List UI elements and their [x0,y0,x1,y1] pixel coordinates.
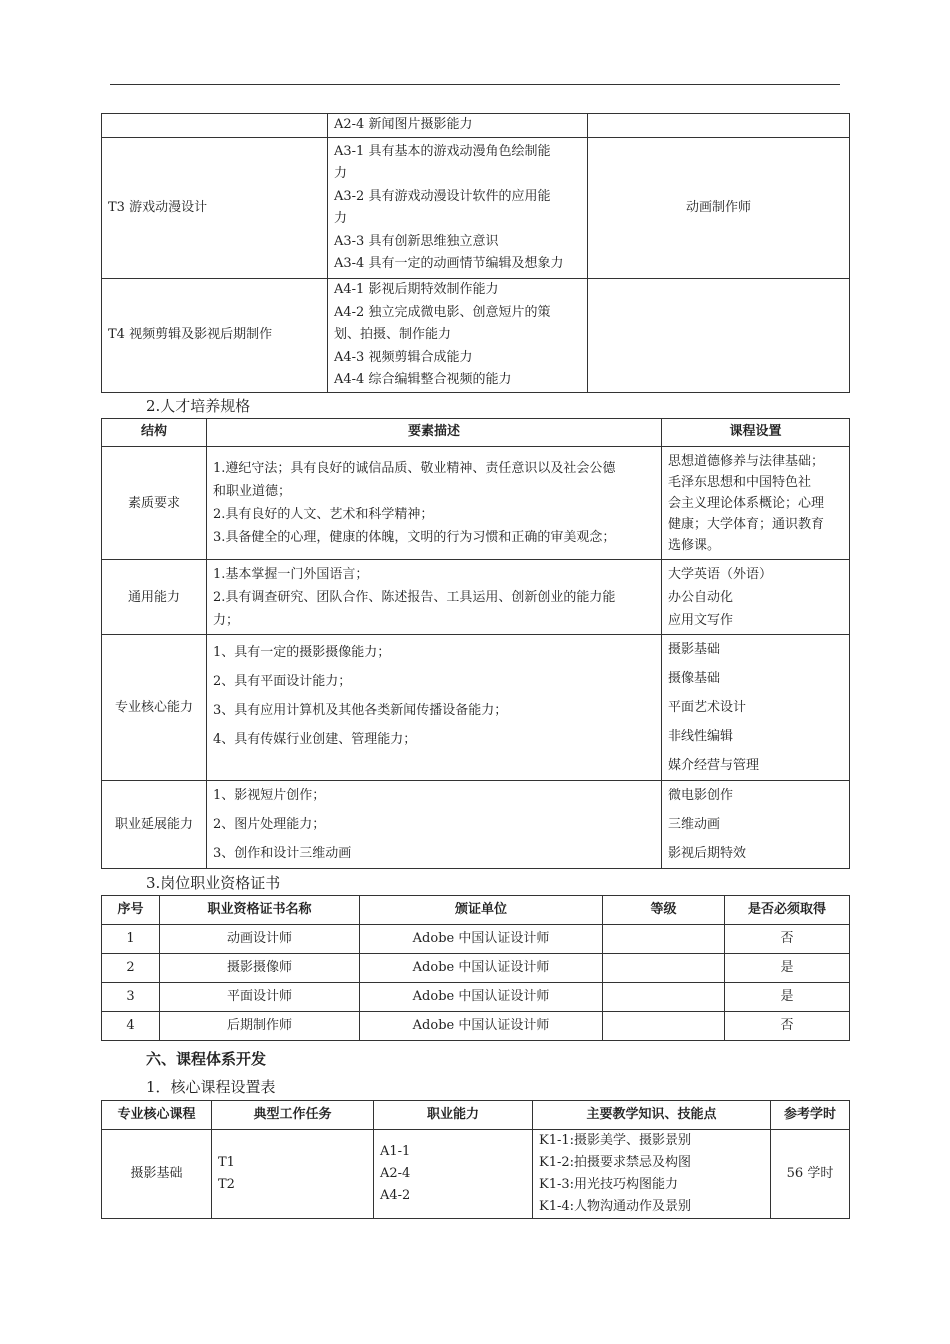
table-row [102,447,850,560]
table-row [102,1012,850,1041]
table-header-row [102,419,850,447]
issuer-cell: Adobe 中国认证设计师 [360,1012,603,1041]
level-cell [603,954,725,983]
column-header: 典型工作任务 [212,1101,374,1130]
table-row [102,925,850,954]
name-cell: 动画设计师 [160,925,360,954]
desc-cell: 1、影视短片创作； 2、图片处理能力； 3、创作和设计三维动画 [207,781,662,869]
column-header: 等级 [603,896,725,925]
knowledge-cell: K1-1:摄影美学、摄影景别 K1-2:拍摄要求禁忌及构图 K1-3:用光技巧构图能力 K1-4:人物沟通动作及景别 [533,1130,771,1219]
table-row [102,560,850,635]
courses-cell: 微电影创作 三维动画 影视后期特效 [662,781,850,869]
name-cell: 平面设计师 [160,983,360,1012]
courses-cell: 思想道德修养与法律基础； 毛泽东思想和中国特色社 会主义理论体系概论；心理 健康；大学体育；通识教育 选修课。 [662,447,850,560]
desc-cell: 1、具有一定的摄影摄像能力； 2、具有平面设计能力； 3、具有应用计算机及其他各类新闻传播设备能力； 4、具有传媒行业创建、管理能力； [207,635,662,781]
course-cell: 摄影基础 [102,1130,212,1219]
abilities-cell: A4-1 影视后期特效制作能力 A4-2 独立完成微电影、创意短片的策 划、拍摄、制作能力 A4-3 视频剪辑合成能力 A4-4 综合编辑整合视频的能力 [328,279,588,393]
table-row [102,279,850,393]
table-row [102,138,850,279]
job-cell: 动画制作师 [588,138,850,279]
job-ability-table [101,113,850,393]
column-header: 颁证单位 [360,896,603,925]
structure-cell: 通用能力 [102,560,207,635]
core-course-table [101,1100,850,1219]
hours-cell: 56 学时 [771,1130,850,1219]
courses-cell: 摄影基础 摄像基础 平面艺术设计 非线性编辑 媒介经营与管理 [662,635,850,781]
job-cell [588,114,850,138]
job-cell [588,279,850,393]
desc-cell: 1.基本掌握一门外国语言； 2.具有调查研究、团队合作、陈述报告、工具运用、创新创业的能力能 力； [207,560,662,635]
level-cell [603,983,725,1012]
name-cell: 后期制作师 [160,1012,360,1041]
column-header: 主要教学知识、技能点 [533,1101,771,1130]
abilities-cell: A1-1 A2-4 A4-2 [374,1130,533,1219]
section-heading: 2.人才培养规格 [146,397,251,415]
required-cell: 否 [725,1012,850,1041]
name-cell: 摄影摄像师 [160,954,360,983]
issuer-cell: Adobe 中国认证设计师 [360,954,603,983]
column-header: 是否必须取得 [725,896,850,925]
structure-cell: 素质要求 [102,447,207,560]
column-header: 课程设置 [662,419,850,447]
no-cell: 4 [102,1012,160,1041]
no-cell: 3 [102,983,160,1012]
table-header-row [102,1101,850,1130]
table-row [102,781,850,869]
table-row [102,1130,850,1219]
tasks-cell: T1 T2 [212,1130,374,1219]
no-cell: 1 [102,925,160,954]
column-header: 参考学时 [771,1101,850,1130]
table-row [102,954,850,983]
abilities-cell: A3-1 具有基本的游戏动漫角色绘制能 力 A3-2 具有游戏动漫设计软件的应用能 力 A3-3 具有创新思维独立意识 A3-4 具有一定的动画情节编辑及想象力 [328,138,588,279]
level-cell [603,925,725,954]
issuer-cell: Adobe 中国认证设计师 [360,925,603,954]
section-heading: 3.岗位职业资格证书 [146,874,281,892]
structure-cell: 职业延展能力 [102,781,207,869]
column-header: 专业核心课程 [102,1101,212,1130]
desc-cell: 1.遵纪守法；具有良好的诚信品质、敬业精神、责任意识以及社会公德 和职业道德； 2.具有良好的人文、艺术和科学精神； 3.具备健全的心理，健康的体魄，文明的行为习惯和正确的审美观念； [207,447,662,560]
courses-cell: 大学英语（外语） 办公自动化 应用文写作 [662,560,850,635]
column-header: 序号 [102,896,160,925]
required-cell: 是 [725,983,850,1012]
no-cell: 2 [102,954,160,983]
level-cell [603,1012,725,1041]
abilities-cell: A2-4 新闻图片摄影能力 [328,114,588,138]
issuer-cell: Adobe 中国认证设计师 [360,983,603,1012]
required-cell: 是 [725,954,850,983]
column-header: 职业能力 [374,1101,533,1130]
certificate-table [101,895,850,1041]
sub-heading: 1．核心课程设置表 [146,1078,276,1096]
required-cell: 否 [725,925,850,954]
table-header-row [102,896,850,925]
training-spec-table [101,418,850,869]
header-rule [110,84,840,85]
table-row [102,983,850,1012]
task-cell: T4 视频剪辑及影视后期制作 [102,279,328,393]
column-header: 结构 [102,419,207,447]
table-row [102,114,850,138]
table-row [102,635,850,781]
structure-cell: 专业核心能力 [102,635,207,781]
section-heading: 六、课程体系开发 [146,1050,267,1068]
column-header: 职业资格证书名称 [160,896,360,925]
task-cell [102,114,328,138]
column-header: 要素描述 [207,419,662,447]
task-cell: T3 游戏动漫设计 [102,138,328,279]
